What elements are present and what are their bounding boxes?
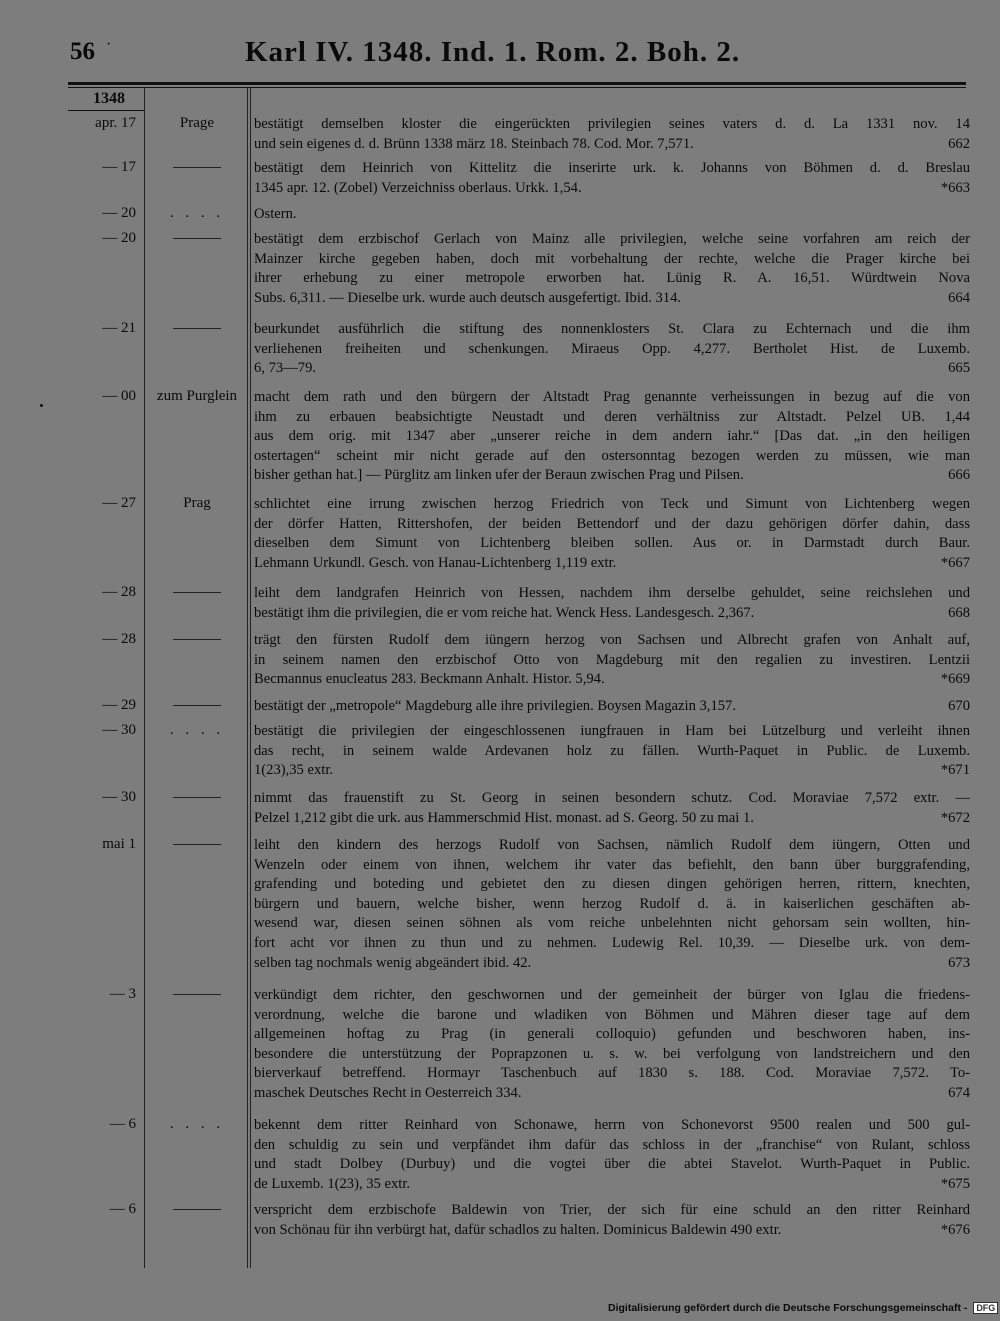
text-line: bekennt dem ritter Reinhard von Schonawe, herrn von Schonevorst 9500 realen und 500 gul- bbox=[254, 1117, 970, 1133]
ditto-dash bbox=[173, 705, 221, 706]
page-number: 56 bbox=[70, 38, 95, 65]
entry-date: — 00 bbox=[102, 388, 136, 404]
text-line bbox=[254, 554, 970, 574]
text-line: ihrer erhebung zu einer metropole erworben hat. Lünig R. A. 16,51. Würdtwein Nova bbox=[254, 270, 970, 287]
text-line: trägt den fürsten Rudolf dem iüngern herzog von Sachsen und Albrecht grafen von Anhalt auf, bbox=[254, 632, 970, 648]
text-line: bestätigt demselben kloster die eingerückten privilegien seines vaters d. d. La 1331 nov. 14 bbox=[254, 116, 970, 132]
entry-text bbox=[254, 986, 970, 1104]
entry-place bbox=[146, 986, 248, 1003]
entry-place bbox=[146, 159, 248, 176]
text-line: dieselben dem Simunt von Lichtenberg bleiben sollen. Aus or. in Darmstadt durch Baur. bbox=[254, 535, 970, 552]
regest-number: *672 bbox=[940, 809, 970, 826]
header-rule-thick bbox=[68, 82, 966, 85]
text-line: wesend war, diesen seinen söhnen als vom reiche unbelehnten nicht gehorsam sein wollten, hin- bbox=[254, 915, 970, 932]
entry-place: Prage bbox=[179, 115, 215, 131]
text-line bbox=[254, 954, 970, 974]
ditto-dash bbox=[173, 592, 221, 593]
ditto-dash bbox=[173, 797, 221, 798]
text-line-content: Subs. 6,311. — Dieselbe urk. wurde auch deutsch ausgefertigt. Ibid. 314. bbox=[254, 289, 682, 306]
text-line: ostertagen“ scheint mir nicht gerade auf den ostersonntag bezogen werden zu müssen, wie man bbox=[254, 447, 970, 464]
entry-text bbox=[254, 836, 970, 973]
text-line: verkündigt dem richter, den geschwornen und der gemeinheit der bürger von Iglau die friedens- bbox=[254, 987, 970, 1003]
text-line: leiht den kindern des herzogs Rudolf von Sachsen, nämlich Rudolf dem iüngern, Otten und bbox=[254, 837, 970, 853]
text-line bbox=[254, 135, 970, 155]
entry-place bbox=[146, 584, 248, 601]
year-rule bbox=[68, 110, 144, 111]
text-line: bürgern und bauern, welche bisher, wenn herzog Rudolf d. ä. in kaiserlichen geschäften ab- bbox=[254, 895, 970, 912]
text-line-content: bestätigt der „metropole“ Magdeburg alle ihre privilegien. Boysen Magazin 3,157. bbox=[254, 698, 736, 714]
text-line: besondere die unterstützung der Poprapzonen u. s. w. bei verfolgung von landstreichern und den bbox=[254, 1045, 970, 1062]
margin-mark bbox=[40, 404, 43, 407]
entry-text bbox=[254, 230, 970, 308]
regest-number: *663 bbox=[940, 179, 970, 196]
regest-number: 665 bbox=[948, 360, 970, 377]
text-line: bestätigt die privilegien der eingeschlossenen iungfrauen in Ham bei Lützelburg und verleiht ihnen bbox=[254, 723, 970, 739]
text-line: schlichtet eine irrung zwischen herzog Friedrich von Teck und Simunt von Lichtenberg wegen bbox=[254, 496, 970, 512]
regest-number: 668 bbox=[948, 604, 970, 621]
text-line-content: de Luxemb. 1(23), 35 extr. bbox=[254, 1175, 411, 1192]
entry-text bbox=[254, 722, 970, 781]
regest-number: *669 bbox=[940, 671, 970, 688]
entry-date: — 21 bbox=[102, 320, 136, 336]
text-line: nimmt das frauenstift zu St. Georg in seinen besondern schutz. Cod. Moraviae 7,572 extr. — bbox=[254, 790, 970, 806]
ditto-dots: . . . . bbox=[169, 205, 225, 221]
entry-text bbox=[254, 1116, 970, 1194]
entry-text bbox=[254, 388, 970, 486]
entry-date: — 29 bbox=[102, 697, 136, 713]
entry-text bbox=[254, 1201, 970, 1240]
entry-place: zum Purglein bbox=[156, 388, 238, 404]
text-line bbox=[254, 466, 970, 486]
entry-text bbox=[254, 495, 970, 573]
entry-place bbox=[146, 836, 248, 853]
entry-text bbox=[254, 697, 970, 717]
text-line-content: Lehmann Urkundl. Gesch. von Hanau-Lichtenberg 1,119 extr. bbox=[254, 554, 617, 571]
text-line: den schuldig zu sein und verpfändet ihm dafür das schloss in der „franchise“ von Rulant, schloss bbox=[254, 1136, 970, 1153]
entry-place bbox=[146, 697, 248, 714]
text-line bbox=[254, 1175, 970, 1195]
regest-number: 664 bbox=[948, 289, 970, 306]
footer-credit bbox=[608, 1302, 998, 1314]
page-tick: · bbox=[106, 36, 112, 53]
header-rule-thin bbox=[68, 87, 966, 88]
ditto-dash bbox=[173, 328, 221, 329]
text-line bbox=[254, 1221, 970, 1241]
text-line: verspricht dem erzbischofe Baldewin von Trier, der sich für eine schuld an den ritter Reinhard bbox=[254, 1202, 970, 1218]
ditto-dash bbox=[173, 844, 221, 845]
entry-text bbox=[254, 789, 970, 828]
entry-place bbox=[146, 1201, 248, 1218]
text-line-content: Pelzel 1,212 gibt die urk. aus Hammerschmid Hist. monast. ad S. Georg. 50 zu mai 1. bbox=[254, 809, 754, 826]
regest-number: *667 bbox=[940, 554, 970, 571]
text-line: macht dem rath und den bürgern der Altstadt Prag genannte verheissungen in bezug auf die von bbox=[254, 389, 970, 405]
column-divider-place-right bbox=[250, 88, 251, 1268]
text-line-content: und sein eigenes d. d. Brünn 1338 märz 18. Steinbach 78. Cod. Mor. 7,571. bbox=[254, 135, 694, 152]
regest-number: 673 bbox=[948, 954, 970, 971]
entry-date: — 28 bbox=[102, 631, 136, 647]
ditto-dots: . . . . bbox=[169, 1116, 225, 1132]
entry-place bbox=[146, 631, 248, 648]
ditto-dash bbox=[173, 238, 221, 239]
entry-text bbox=[254, 320, 970, 379]
regest-number: 666 bbox=[948, 467, 970, 484]
entry-text bbox=[254, 159, 970, 198]
entry-date: — 27 bbox=[102, 495, 136, 511]
entry-text bbox=[254, 205, 970, 225]
text-line bbox=[254, 697, 970, 717]
text-line: in seinem namen den erzbischof Otto von Magdeburg mit den regalien zu investiren. Lentzii bbox=[254, 651, 970, 668]
text-line bbox=[254, 761, 970, 781]
text-line-content: Becmannus enucleatus 283. Beckmann Anhalt. Histor. 5,94. bbox=[254, 671, 605, 688]
ditto-dash bbox=[173, 167, 221, 168]
entry-date: apr. 17 bbox=[95, 115, 136, 131]
entry-date: — 30 bbox=[102, 789, 136, 805]
text-line: fort acht vor ihnen zu thun und zu nehmen. Ludewig Rel. 10,39. — Dieselbe urk. von dem- bbox=[254, 934, 970, 951]
text-line: der dörfer Hatten, Rittershofen, der beiden Bettendorf und der dazu gehörigen dörfer dahin, dass bbox=[254, 515, 970, 532]
text-line-content: selben tag nochmals wenig abgeändert ibid. 42. bbox=[254, 954, 532, 971]
entry-date: — 3 bbox=[109, 986, 136, 1002]
page-header bbox=[70, 36, 970, 76]
page-title: Karl IV. 1348. Ind. 1. Rom. 2. Boh. 2. bbox=[245, 36, 741, 68]
entry-date: — 6 bbox=[109, 1201, 136, 1217]
text-line: aus dem orig. mit 1347 aber „unserer reiche in dem andern iahr.“ [Das dat. „in den heiligen bbox=[254, 428, 970, 445]
ditto-dash bbox=[173, 639, 221, 640]
text-line bbox=[254, 289, 970, 309]
entry-place bbox=[146, 320, 248, 337]
text-line bbox=[254, 670, 970, 690]
ditto-dash bbox=[173, 994, 221, 995]
entry-text bbox=[254, 631, 970, 690]
text-line-content: bisher gethan hat.] — Pürglitz am linken ufer der Beraun zwischen Prag und Pilsen. bbox=[254, 467, 744, 484]
entry-place bbox=[146, 789, 248, 806]
text-line-content: 6, 73—79. bbox=[254, 360, 317, 377]
text-line-content: 1(23),35 extr. bbox=[254, 762, 334, 779]
column-divider-date bbox=[144, 88, 145, 1268]
text-line-content: bestätigt ihm die privilegien, die er vom reiche hat. Wenck Hess. Landesgesch. 2,367. bbox=[254, 604, 755, 621]
regest-number: 674 bbox=[948, 1084, 970, 1101]
entry-place bbox=[146, 722, 248, 739]
text-line: allgemeinen hoftag zu Prag (in generali colloquio) gefunden und beschworen haben, ins- bbox=[254, 1026, 970, 1043]
dfg-logo: DFG bbox=[973, 1302, 998, 1314]
footer-text: Digitalisierung gefördert durch die Deutsche Forschungsgemeinschaft - bbox=[608, 1302, 968, 1314]
text-line: bestätigt dem erzbischof Gerlach von Mainz alle privilegien, welche seine vorfahren am reich der bbox=[254, 231, 970, 247]
text-line-content: maschek Deutsches Recht in Oesterreich 334. bbox=[254, 1084, 522, 1101]
entry-date: — 6 bbox=[109, 1116, 136, 1132]
text-line: und stadt Dolbey (Durbuy) und die vogtei über die abtei Stavelot. Wurth-Paquet in Public. bbox=[254, 1156, 970, 1173]
entry-date: — 20 bbox=[102, 230, 136, 246]
regest-number: *676 bbox=[940, 1221, 970, 1238]
entry-place bbox=[146, 205, 248, 222]
text-line bbox=[254, 604, 970, 624]
text-line bbox=[254, 179, 970, 199]
text-line: leiht dem landgrafen Heinrich von Hessen, nachdem ihm derselbe gehuldet, seine reichslehen und bbox=[254, 585, 970, 601]
text-line: ihm zu erbauen beabsichtigte Neustadt und deren verhältniss zur Altstadt. Pelzel UB. 1,44 bbox=[254, 408, 970, 425]
text-line: verordnung, welche die barone und wladiken von Böhmen und Mähren dieser tage auf dem bbox=[254, 1006, 970, 1023]
entry-date: mai 1 bbox=[102, 836, 136, 852]
text-line: das recht, in seinem walde Ardevanen holz zu fällen. Wurth-Paquet in Public. de Luxemb. bbox=[254, 742, 970, 759]
text-line: verliehenen freiheiten und schenkungen. Miraeus Opp. 4,277. Bertholet Hist. de Luxemb. bbox=[254, 340, 970, 357]
entry-place bbox=[146, 230, 248, 247]
regest-number: 662 bbox=[948, 135, 970, 152]
entry-place: Prag bbox=[183, 495, 211, 511]
entry-date: — 30 bbox=[102, 722, 136, 738]
text-line bbox=[254, 359, 970, 379]
regest-number: *675 bbox=[940, 1175, 970, 1192]
year-heading: 1348 bbox=[93, 90, 125, 107]
ditto-dash bbox=[173, 1209, 221, 1210]
entry-place bbox=[146, 1116, 248, 1133]
text-line bbox=[254, 809, 970, 829]
text-line: bestätigt dem Heinrich von Kittelitz die inserirte urk. k. Johanns von Böhmen d. d. Breslau bbox=[254, 160, 970, 176]
ditto-dots: . . . . bbox=[169, 722, 225, 738]
column-divider-place-left bbox=[247, 88, 248, 1268]
entry-text bbox=[254, 584, 970, 623]
entry-date: — 20 bbox=[102, 205, 136, 221]
text-line-content: 1345 apr. 12. (Zobel) Verzeichniss oberlaus. Urkk. 1,54. bbox=[254, 179, 582, 196]
regest-number: 670 bbox=[948, 698, 970, 714]
entry-date: — 28 bbox=[102, 584, 136, 600]
text-line bbox=[254, 1084, 970, 1104]
text-line: Mainzer kirche gegeben haben, doch mit vorbehaltung der rechte, welche die Prager kirche bei bbox=[254, 250, 970, 267]
entry-text bbox=[254, 115, 970, 154]
entry-date: — 17 bbox=[102, 159, 136, 175]
text-line: grafending und boteding und gebietet den zu diesen dingen gehörigen herren, rittern, knechten, bbox=[254, 876, 970, 893]
text-line: Ostern. bbox=[254, 206, 297, 222]
regest-number: *671 bbox=[940, 762, 970, 779]
text-line-content: von Schönau für ihn verbürgt hat, dafür schadlos zu halten. Dominicus Baldewin 490 extr. bbox=[254, 1221, 782, 1238]
text-line: bierverkauf betreffend. Hormayr Taschenbuch auf 1830 s. 188. Cod. Moraviae 7,572. To- bbox=[254, 1065, 970, 1082]
text-line: Wenzeln oder einem von ihnen, welchem ihr vater das befiehlt, den bann über burggrafending, bbox=[254, 856, 970, 873]
text-line: beurkundet ausführlich die stiftung des nonnenklosters St. Clara zu Echternach und die ihm bbox=[254, 321, 970, 337]
